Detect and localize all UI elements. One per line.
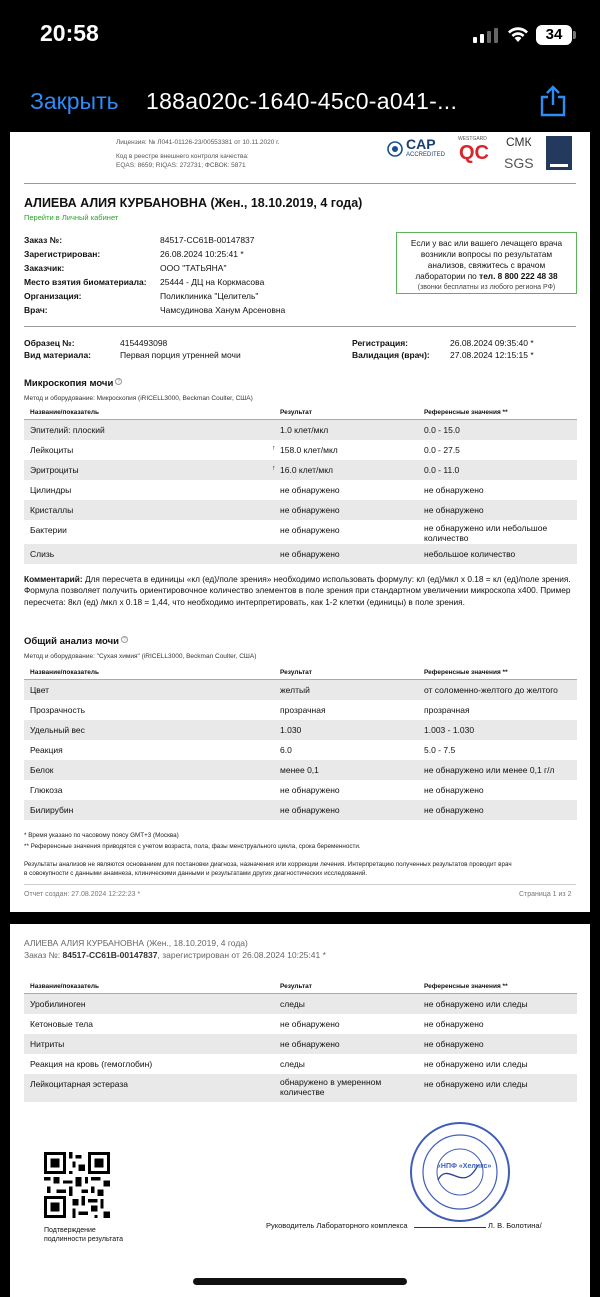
report-page-1	[10, 132, 590, 912]
document-title: 188a020c-1640-45c0-a041-...	[146, 88, 458, 114]
home-indicator[interactable]	[193, 1278, 407, 1285]
registered-value: 26.08.2024 10:25:41 *	[160, 249, 244, 259]
material-label: Вид материала:	[24, 350, 92, 360]
table-row: Бактерии не обнаружено не обнаружено или небольшое количество	[30, 523, 548, 543]
license-line: EQAS: 8659; RIQAS: 272731; ФСВОК: 5871	[116, 162, 246, 169]
signature-name: Л. В. Болотина/	[488, 1221, 542, 1230]
sampling-place-label: Место взятия биоматериала:	[24, 277, 147, 287]
page2-order: Заказ №: 84517-CC61B-00147837, зарегистрирован от 26.08.2024 10:25:41 *	[24, 950, 326, 960]
page2-patient: АЛИЕВА АЛИЯ КУРБАНОВНА (Жен., 18.10.2019, 4 года)	[24, 938, 248, 948]
method-text: Метод и оборудование: "Сухая химия" (iRICELL3000, Beckman Coulter, США)	[24, 653, 257, 660]
patient-name: АЛИЕВА АЛИЯ КУРБАНОВНА (Жен., 18.10.2019, 4 года)	[24, 196, 363, 210]
table-row: Реакция на кровь (гемоглобин) следы не обнаружено или следы	[30, 1059, 528, 1069]
cap-seal-icon	[386, 140, 404, 158]
lab-stamp-icon	[408, 1120, 512, 1224]
battery-tip	[573, 31, 576, 39]
customer-label: Заказчик:	[24, 263, 65, 273]
section-title: Общий анализ мочи ?	[24, 636, 128, 647]
footnote: * Время указано по часовому поясу GMT+3 (Москва)	[24, 832, 179, 839]
table-header: Название/показатель Результат Референсные значения **	[24, 980, 577, 994]
divider	[24, 326, 576, 327]
nav-bar	[0, 72, 600, 132]
validation-value: 27.08.2024 12:15:15 *	[450, 350, 534, 360]
status-bar	[0, 0, 600, 72]
general-analysis-table	[24, 666, 577, 820]
disclaimer: Результаты анализов не являются основанием для постановки диагноза, назначения или коррекции лечения. Интерпретацию полученных результатов проводит врач	[24, 861, 512, 868]
disclaimer: в совокупности с данными анамнеза, клиническими данными и результатами других диагностических исследований.	[24, 870, 368, 877]
divider	[24, 183, 576, 184]
signature-role: Руководитель Лабораторного комплекса	[266, 1221, 408, 1230]
table-row: Цвет желтый от соломенно-желтого до желтого	[24, 680, 577, 700]
table-header: Название/показатель Результат Референсные значения **	[24, 406, 577, 420]
signature-line	[414, 1227, 486, 1228]
qr-caption: Подтверждение	[44, 1227, 96, 1234]
table-row: Кетоновые тела не обнаружено не обнаружено	[30, 1019, 484, 1029]
divider	[24, 884, 576, 885]
table-row: Белок менее 0,1 не обнаружено или менее 0,1 г/л	[24, 760, 577, 780]
wifi-icon	[506, 25, 530, 43]
qr-code-icon[interactable]	[44, 1152, 110, 1218]
material-value: Первая порция утренней мочи	[120, 350, 241, 360]
cap-accredited-logo: CAP ACCREDITED	[386, 136, 452, 170]
sample-label: Образец №:	[24, 338, 75, 348]
organization-label: Организация:	[24, 291, 82, 301]
increased-arrow-icon: ↑	[272, 445, 276, 452]
table-row: Лейкоцитарная эстераза обнаружено в умеренном количестве не обнаружено или следы	[24, 1074, 577, 1102]
table-header: Название/показатель Результат Референсные значения **	[24, 666, 577, 680]
status-time: 20:58	[40, 20, 99, 46]
doctor-value: Чамсудинова Ханум Арсеновна	[160, 305, 286, 315]
table-row: Глюкоза не обнаружено не обнаружено	[30, 785, 484, 795]
page2-table	[24, 980, 577, 1102]
microscopy-table	[24, 406, 577, 564]
cabinet-link[interactable]: Перейти в Личный кабинет	[24, 213, 119, 222]
sampling-place-value: 25444 - ДЦ на Коркмасова	[160, 277, 265, 287]
table-row: Нитриты не обнаружено не обнаружено	[24, 1034, 577, 1054]
registration-label: Регистрация:	[352, 338, 409, 348]
table-row: Слизь не обнаружено небольшое количество	[24, 544, 577, 564]
page-number: Страница 1 из 2	[519, 891, 572, 898]
organization-value: Поликлиника "Целитель"	[160, 291, 259, 301]
report-created: Отчет создан: 27.08.2024 12:22:23 *	[24, 891, 141, 898]
phone-number[interactable]: тел. 8 800 222 48 38	[479, 271, 558, 281]
table-row: Прозрачность прозрачная прозрачная	[30, 705, 470, 715]
license-line: Код в реестре внешнего контроля качества:	[116, 153, 249, 160]
stamp-text: «НПФ «Хеликс»	[437, 1163, 492, 1170]
doctor-label: Врач:	[24, 305, 48, 315]
report-page-2	[10, 924, 590, 1297]
section-title: Микроскопия мочи ?	[24, 378, 122, 389]
table-row: Реакция 6.0 5.0 - 7.5	[30, 745, 456, 755]
westgard-qc-logo: WESTGARD QC	[458, 136, 489, 164]
qr-caption: подлинности результата	[44, 1236, 123, 1243]
license-line: Лицензия: № Л041-01126-23/00553381 от 10.11.2020 г.	[116, 139, 280, 146]
comment: Комментарий: Для пересчета в единицы «кл (ед)/поле зрения» необходимо использовать формулу: кл (ед)/мкл х 0.18 = кл (ед)/поле зрения. Формула позволяет получить ориентировочное количество элементов в поле зрения при стандартном увеличении микроскопа х400. Пример пересчета: 8кл (ед) /мкл х 0.18 = 1,44, что необходимо интерпретировать, как 1-2 клетки (единицы) в поле зрения.	[24, 574, 571, 607]
registration-value: 26.08.2024 09:35:40 *	[450, 338, 534, 348]
table-row: Удельный вес 1.030 1.003 - 1.030	[24, 720, 577, 740]
table-row: Лейкоциты ↑ 158.0 клет/мкл 0.0 - 27.5	[30, 445, 460, 455]
registered-label: Зарегистрирован:	[24, 249, 101, 259]
close-button[interactable]: Закрыть	[30, 88, 119, 114]
table-row: Цилиндры не обнаружено не обнаружено	[30, 485, 484, 495]
table-row: Эритроциты ↑ 16.0 клет/мкл 0.0 - 11.0	[24, 460, 577, 480]
table-row: Кристаллы не обнаружено не обнаружено	[24, 500, 577, 520]
sample-value: 4154493098	[120, 338, 168, 348]
table-row: Уробилиноген следы не обнаружено или следы	[24, 994, 577, 1014]
smk-sgs-logo: СМК SGS	[504, 135, 534, 171]
cellular-signal-icon	[473, 28, 498, 43]
help-icon[interactable]: ?	[121, 636, 128, 643]
validation-label: Валидация (врач):	[352, 350, 430, 360]
table-row: Эпителий: плоский 1.0 клет/мкл 0.0 - 15.0	[24, 420, 577, 440]
order-label: Заказ №:	[24, 235, 63, 245]
footnote: ** Референсные значения приводятся с учетом возраста, пола, фазы менструального цикла, срока беременности.	[24, 843, 361, 850]
order-value: 84517-CC61B-00147837	[160, 235, 255, 245]
method-text: Метод и оборудование: Микроскопия (iRICELL3000, Beckman Coulter, США)	[24, 395, 253, 402]
table-row: Билирубин не обнаружено не обнаружено	[24, 800, 577, 820]
customer-value: ООО "ТАТЬЯНА"	[160, 263, 227, 273]
certification-badge-icon	[546, 136, 572, 170]
battery-icon: 34	[536, 25, 572, 45]
contact-info-box: Если у вас или вашего лечащего врача возникли вопросы по результатам анализов, свяжитесь с врачом лаборатории по тел. 8 800 222 48 38 (звонки бесплатны из любого региона РФ)	[396, 232, 577, 294]
help-icon[interactable]: ?	[115, 378, 122, 385]
increased-arrow-icon: ↑	[272, 465, 276, 472]
share-icon[interactable]	[538, 84, 568, 118]
